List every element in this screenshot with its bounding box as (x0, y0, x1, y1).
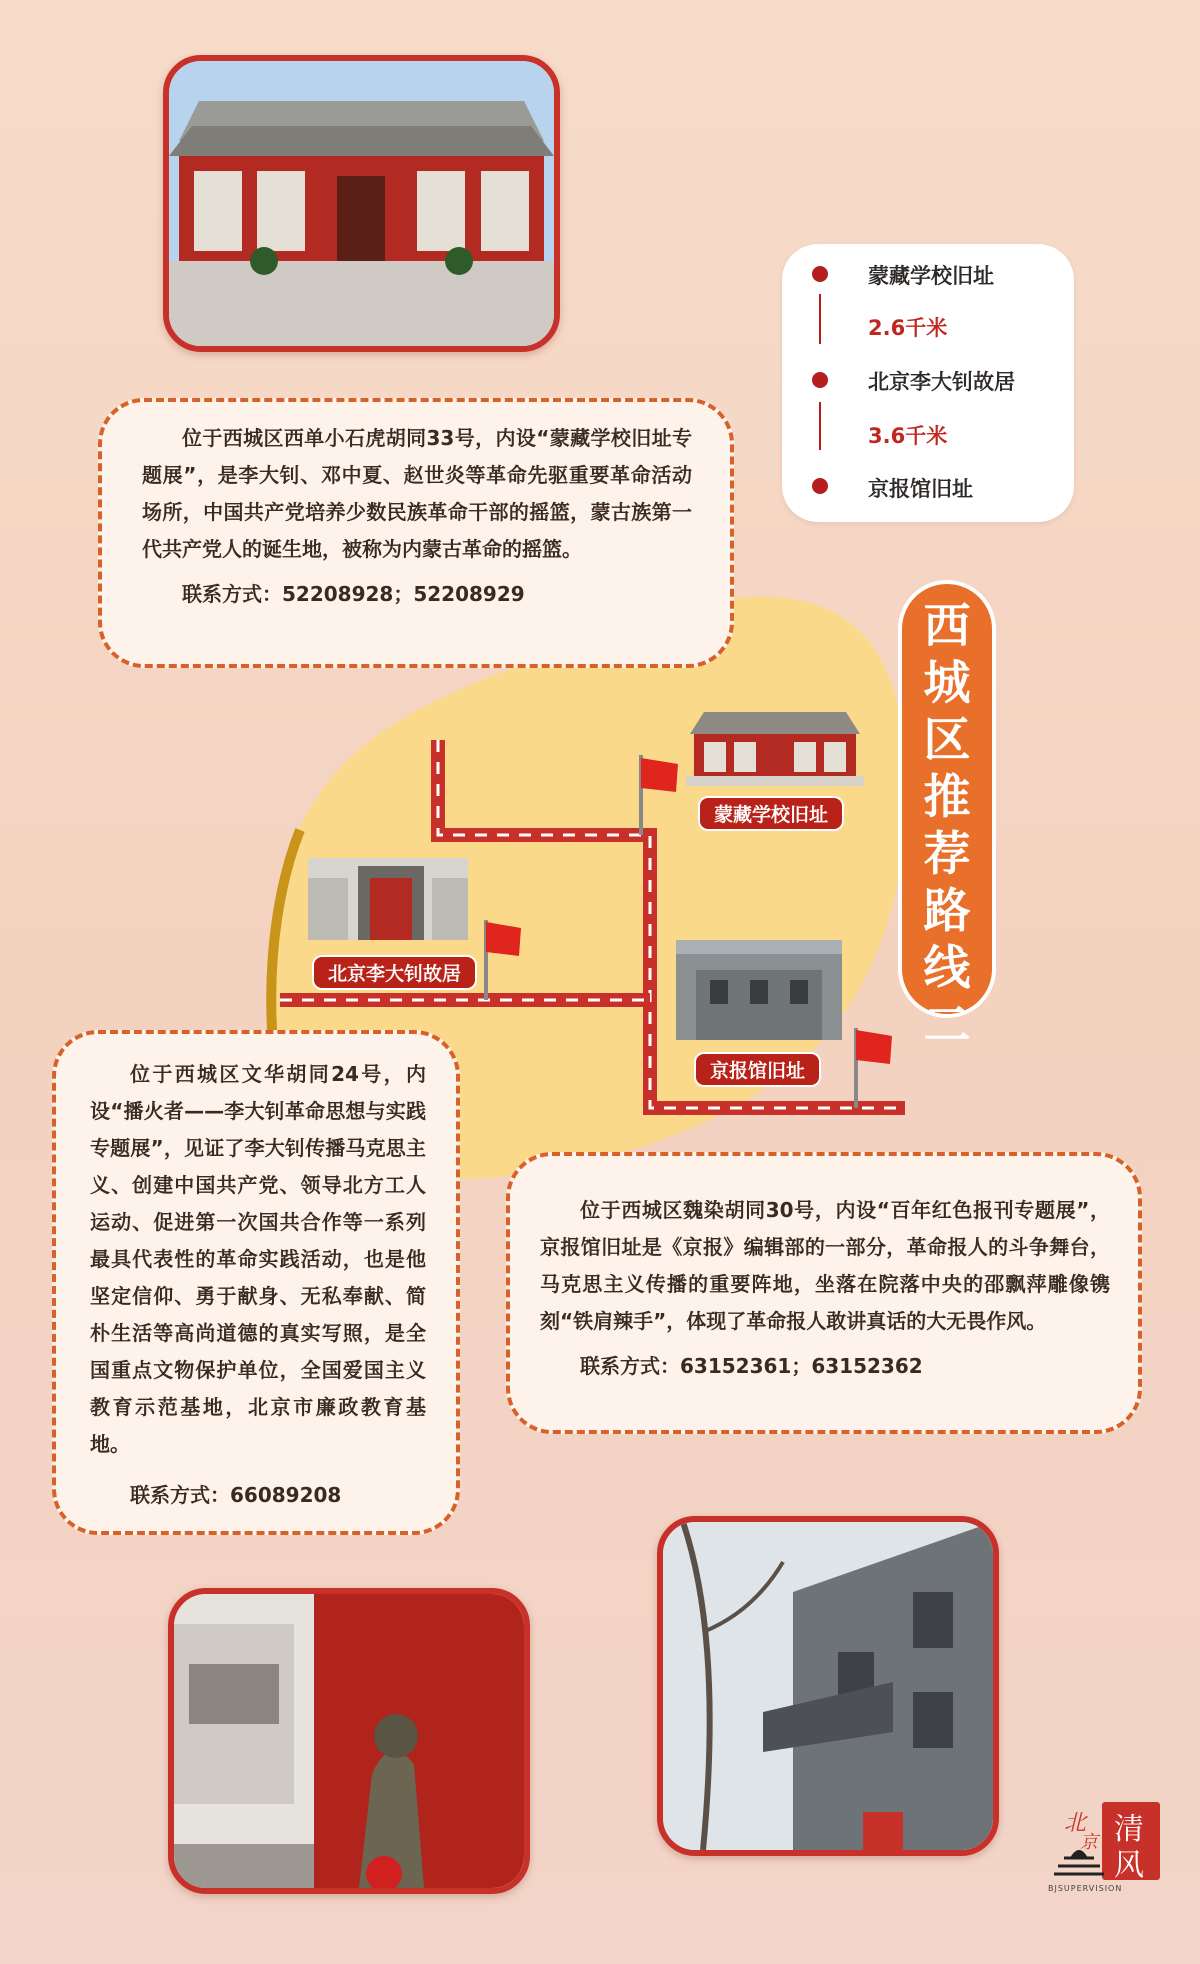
logo-char: 北 (1064, 1811, 1087, 1836)
map-label-mengzang: 蒙藏学校旧址 (698, 796, 844, 831)
flag-icon (856, 1028, 892, 1108)
logo-char: 京 (1080, 1832, 1098, 1853)
distance-2: 3.6千米 (868, 424, 948, 448)
stop-dot-icon (812, 478, 828, 494)
route-title (898, 580, 996, 1053)
card-mengzang-school (98, 398, 734, 668)
stop-2-name: 北京李大钊故居 (868, 370, 1015, 394)
card-description: 位于西城区魏染胡同30号，内设“百年红色报刊专题展”，京报馆旧址是《京报》编辑部的一部分，革命报人的斗争舞台，马克思主义传播的重要阵地，坐落在院落中央的邵飘萍雕像镌刻“铁肩辣手”，体现了革命报人敢讲真话的大无畏作风。 (540, 1198, 1110, 1333)
card-contact: 联系方式：66089208 (130, 1483, 342, 1507)
photo-jingbao-building (657, 1516, 999, 1856)
card-jingbao-site (506, 1152, 1142, 1434)
route-distance-box (782, 244, 1074, 522)
card-description: 位于西城区文华胡同24号，内设“播火者——李大钊革命思想与实践专题展”，见证了李大钊传播马克思主义、创建中国共产党、领导北方工人运动、促进第一次国共合作等一系列最具代表性的革命实践活动，也是他坚定信仰、勇于献身、无私奉献、简朴生活等高尚道德的真实写照，是全国重点文物保护单位，全国爱国主义教育示范基地，北京市廉政教育基地。 (90, 1062, 426, 1456)
title-char: 推 (923, 770, 971, 825)
card-contact: 联系方式：52208928；52208929 (182, 582, 525, 606)
card-contact: 联系方式：63152361；63152362 (580, 1354, 923, 1378)
beijing-qingfeng-logo (1044, 1800, 1174, 1900)
map-label-jingbao: 京报馆旧址 (694, 1052, 821, 1087)
stop-dot-icon (812, 372, 828, 388)
map-thumb-jingbao (676, 940, 842, 1040)
title-char: 线 (923, 941, 971, 996)
title-char: 西 (923, 599, 971, 654)
logo-caption: BJSUPERVISION (1048, 1884, 1123, 1893)
map-thumb-lidazhao (308, 858, 468, 940)
map-label-lidazhao: 北京李大钊故居 (312, 955, 477, 990)
distance-1: 2.6千米 (868, 316, 948, 340)
title-char: 区 (923, 713, 971, 768)
stop-3-name: 京报馆旧址 (868, 477, 973, 501)
title-char: 二 (923, 998, 971, 1053)
logo-char: 风 (1114, 1848, 1144, 1883)
stop-1-name: 蒙藏学校旧址 (868, 264, 994, 288)
route-connector (819, 294, 821, 344)
title-char: 城 (923, 656, 971, 711)
photo-mengzang-school (163, 55, 560, 352)
route-connector (819, 402, 821, 450)
logo-char: 清 (1114, 1812, 1144, 1847)
map-thumb-mengzang (686, 710, 864, 786)
title-char: 路 (923, 884, 971, 939)
photo-exhibition-hall (168, 1588, 530, 1894)
stop-dot-icon (812, 266, 828, 282)
card-lidazhao-residence (52, 1030, 460, 1535)
card-description: 位于西城区西单小石虎胡同33号，内设“蒙藏学校旧址专题展”，是李大钊、邓中夏、赵世炎等革命先驱重要革命活动场所，中国共产党培养少数民族革命干部的摇篮，蒙古族第一代共产党人的诞生地，被称为内蒙古革命的摇篮。 (142, 426, 692, 561)
title-char: 荐 (923, 827, 971, 882)
